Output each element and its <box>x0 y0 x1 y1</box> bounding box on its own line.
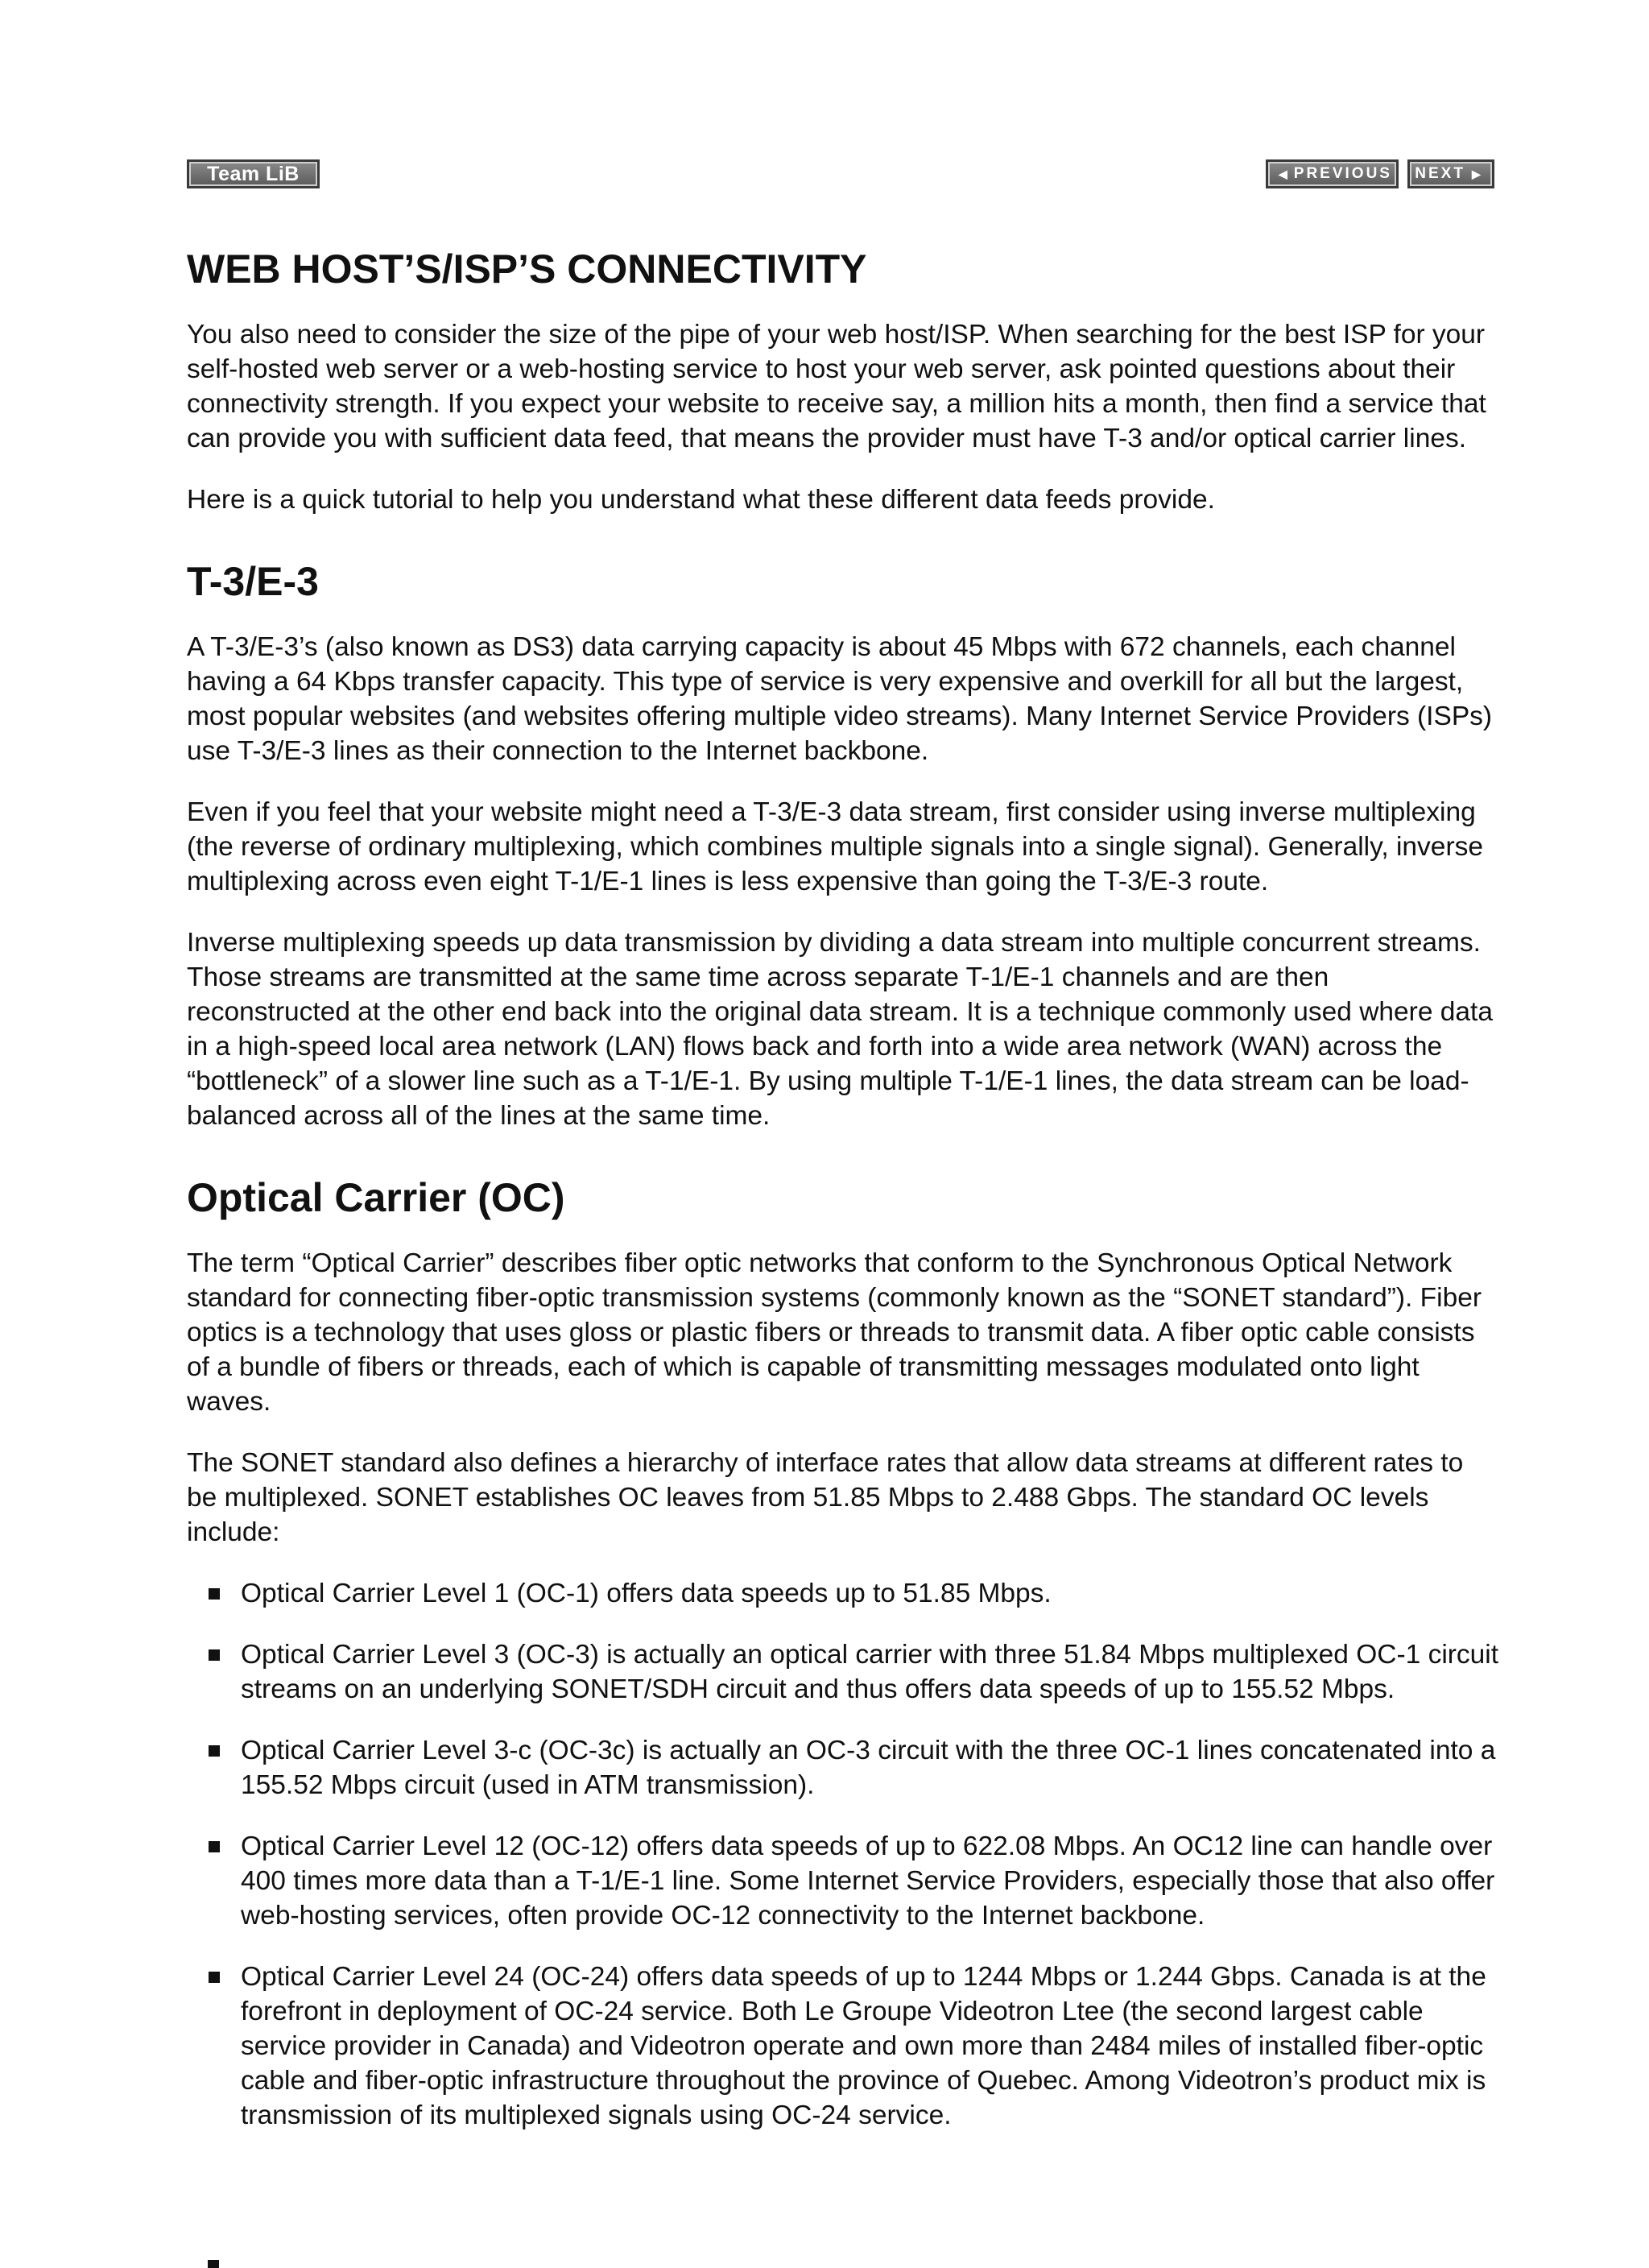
navigation-bar <box>187 159 1499 195</box>
list-item-text: Optical Carrier Level 3 (OC-3) is actually an optical carrier with three 51.84 Mbps multiplexed OC-1 circuit streams on an underlying SONET/SDH circuit and thus offers data speeds of up to 155.52 Mbps. <box>241 1640 1499 1704</box>
list-item <box>187 1829 1499 1933</box>
triangle-right-icon: ▶ <box>1471 167 1481 180</box>
team-lib-button[interactable] <box>187 159 320 188</box>
list-item-text: Optical Carrier Level 24 (OC-24) offers data speeds of up to 1244 Mbps or 1.244 Gbps. Canada is at the forefront in deployment of OC-24 service. Both Le Groupe Videotron Ltee (the second largest cable service provider in Canada) and Videotron operate and own more than 2484 miles of installed fiber-optic cable and fiber-optic infrastructure throughout the province of Quebec. Among Videotron’s product mix is transmission of its multiplexed signals using OC-24 service. <box>241 1962 1486 2130</box>
list-item <box>187 1576 1499 1611</box>
intro-paragraph: Here is a quick tutorial to help you understand what these different data feeds provide. <box>187 485 1215 515</box>
next-bullet-icon <box>208 2260 219 2268</box>
oc-paragraph: The term “Optical Carrier” describes fiber optic networks that conform to the Synchronous Optical Network standard for connecting fiber-optic transmission systems (commonly known as the “SONET standard”). Fiber optics is a technology that uses gloss or plastic fibers or threads to transmit data. A fiber optic cable consists of a bundle of fibers or threads, each of which is capable of transmitting messages modulated onto light waves. <box>187 1248 1482 1417</box>
t3-paragraph: Even if you feel that your website might need a T-3/E-3 data stream, first consider using inverse multiplexing (the reverse of ordinary multiplexing, which combines multiple signals into a single signal). Generally, inverse multiplexing across even eight T-1/E-1 lines is less expensive than going the T-3/E-3 route. <box>187 797 1483 896</box>
list-item <box>187 1637 1499 1707</box>
document-page <box>187 159 1499 2133</box>
square-bullet-icon <box>209 1841 220 1852</box>
square-bullet-icon <box>209 1649 220 1661</box>
square-bullet-icon <box>209 1972 220 1983</box>
page-title: WEB HOST’S/ISP’S CONNECTIVITY <box>187 246 867 292</box>
previous-label: PREVIOUS <box>1293 165 1392 182</box>
previous-button[interactable] <box>1266 159 1399 188</box>
t3-paragraph: Inverse multiplexing speeds up data transmission by dividing a data stream into multiple concurrent streams. Those streams are transmitted at the same time across separate T-1/E-1 channels and are then reconstructed at the other end back into the original data stream. It is a technique commonly used where data in a high-speed local area network (LAN) flows back and forth into a wide area network (WAN) across the “bottleneck” of a slower line such as a T-1/E-1. By using multiple T-1/E-1 lines, the data stream can be load-balanced across all of the lines at the same time. <box>187 928 1493 1131</box>
list-item-text: Optical Carrier Level 1 (OC-1) offers data speeds up to 51.85 Mbps. <box>241 1579 1052 1608</box>
next-button[interactable] <box>1407 159 1494 188</box>
list-item <box>187 1960 1499 2133</box>
list-item-text: Optical Carrier Level 3-c (OC-3c) is actually an OC-3 circuit with the three OC-1 lines concatenated into a 155.52 Mbps circuit (used in ATM transmission). <box>241 1736 1496 1800</box>
t3-paragraph: A T-3/E-3’s (also known as DS3) data carrying capacity is about 45 Mbps with 672 channels, each channel having a 64 Kbps transfer capacity. This type of service is very expensive and overkill for all but the largest, most popular websites (and websites offering multiple video streams). Many Internet Service Providers (ISPs) use T-3/E-3 lines as their connection to the Internet backbone. <box>187 632 1493 766</box>
section-heading-optical-carrier: Optical Carrier (OC) <box>187 1175 565 1220</box>
next-label: NEXT <box>1415 165 1465 182</box>
square-bullet-icon <box>209 1588 220 1600</box>
oc-paragraph: The SONET standard also defines a hierarchy of interface rates that allow data streams at different rates to be multiplexed. SONET establishes OC leaves from 51.85 Mbps to 2.488 Gbps. The standard OC levels include: <box>187 1448 1464 1547</box>
intro-paragraph: You also need to consider the size of the pipe of your web host/ISP. When searching for the best ISP for your self-hosted web server or a web-hosting service to host your web server, ask pointed questions about their connectivity strength. If you expect your website to receive say, a million hits a month, then find a service that can provide you with sufficient data feed, that means the provider must have T-3 and/or optical carrier lines. <box>187 320 1486 453</box>
team-lib-label: Team LiB <box>207 162 300 185</box>
section-heading-t3-e3: T-3/E-3 <box>187 559 319 604</box>
list-item <box>187 1733 1499 1802</box>
square-bullet-icon <box>209 1745 220 1757</box>
oc-levels-list <box>187 1576 1499 2133</box>
triangle-left-icon: ◀ <box>1279 167 1287 180</box>
list-item-text: Optical Carrier Level 12 (OC-12) offers data speeds of up to 622.08 Mbps. An OC12 line can handle over 400 times more data than a T-1/E-1 line. Some Internet Service Providers, especially those that also offer web-hosting services, often provide OC-12 connectivity to the Internet backbone. <box>241 1831 1495 1931</box>
